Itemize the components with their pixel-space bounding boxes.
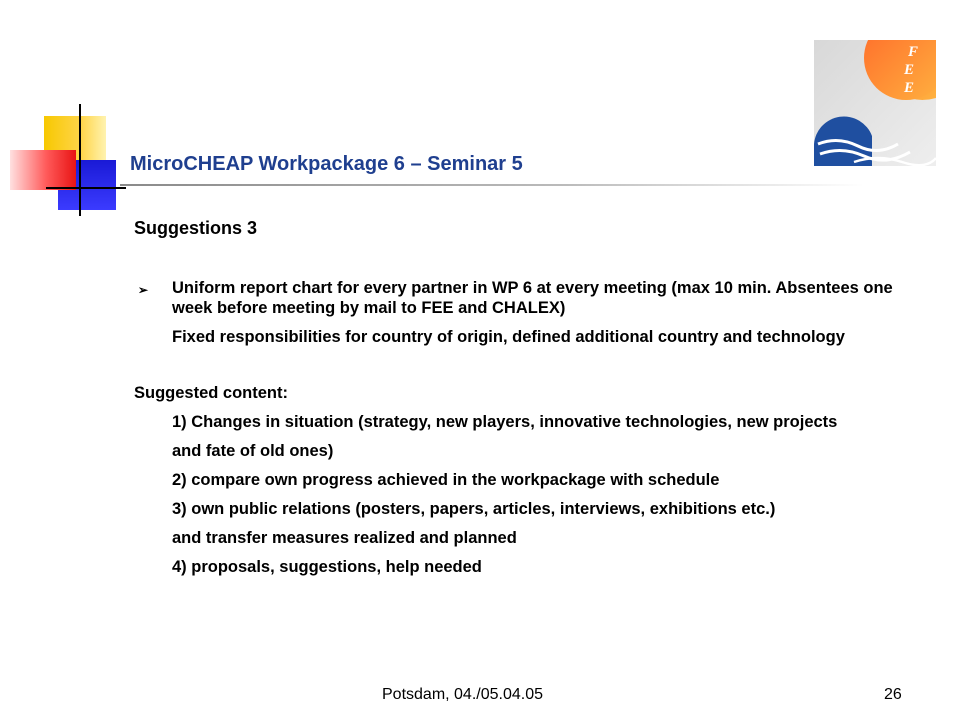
logo-letter-f: F [908,44,919,60]
logo-letter-e2: E [904,80,915,96]
red-square-decoration [10,150,76,190]
arrow-bullet-icon: ➢ [138,283,149,297]
fee-logo [814,40,936,166]
content-item: 4) proposals, suggestions, help needed [172,558,482,576]
horizontal-line-decoration [46,187,126,189]
content-item: and transfer measures realized and planned [172,529,517,547]
content-heading: Suggested content: [134,384,289,402]
bullet-item [134,278,924,318]
page-number: 26 [884,686,902,703]
slide-subtitle: Suggestions 3 [134,218,258,238]
slide-title: MicroCHEAP Workpackage 6 – Seminar 5 [130,153,523,175]
fixed-responsibilities-text: Fixed responsibilities for country of origin, defined additional country and technology [172,328,845,346]
content-item: and fate of old ones) [172,442,334,460]
content-item: 3) own public relations (posters, papers, articles, interviews, exhibitions etc.) [172,500,776,518]
content-item: 1) Changes in situation (strategy, new players, innovative technologies, new projects [172,413,838,431]
vertical-line-decoration [79,104,81,216]
logo-letter-e1: E [904,62,915,78]
content-item: 2) compare own progress achieved in the workpackage with schedule [172,471,720,489]
footer-place-date: Potsdam, 04./05.04.05 [382,686,543,703]
slide-body [134,278,924,577]
title-underline [120,184,864,186]
bullet-text: Uniform report chart for every partner in WP 6 at every meeting (max 10 min. Absentees one week before meeting by mail to FEE and CHALEX) [172,279,893,317]
